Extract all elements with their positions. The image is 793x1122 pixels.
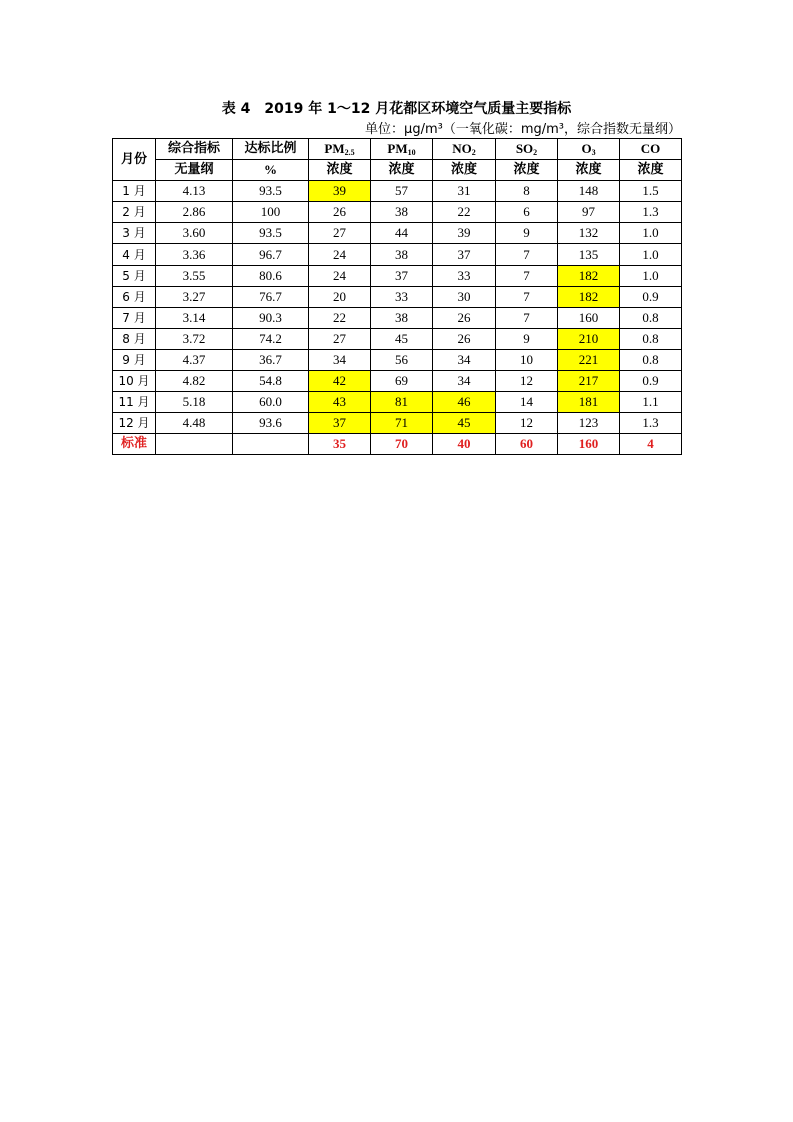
standard-pm10-cell: 70 (371, 434, 433, 455)
index-cell: 4.37 (156, 349, 233, 370)
pm25-cell: 24 (309, 265, 371, 286)
pm25-cell: 20 (309, 286, 371, 307)
no2-cell: 34 (433, 371, 496, 392)
no2-cell: 30 (433, 286, 496, 307)
table-row (113, 202, 682, 223)
no2-conc-header: 浓度 (433, 160, 496, 181)
table-row (113, 371, 682, 392)
no2-cell: 22 (433, 202, 496, 223)
month-cell: 2 月 (113, 202, 156, 223)
standard-o3-cell: 160 (558, 434, 620, 455)
ratio-header: 达标比例 (233, 139, 309, 160)
ratio-cell: 90.3 (233, 307, 309, 328)
so2-cell: 7 (496, 244, 558, 265)
month-cell: 5 月 (113, 265, 156, 286)
o3-cell: 217 (558, 371, 620, 392)
index-cell: 2.86 (156, 202, 233, 223)
standard-ratio-cell (233, 434, 309, 455)
ratio-cell: 93.5 (233, 181, 309, 202)
pm10-cell: 44 (371, 223, 433, 244)
o3-cell: 182 (558, 286, 620, 307)
table-row (113, 392, 682, 413)
co-cell: 0.8 (620, 349, 682, 370)
so2-header: $SO_2$ (496, 139, 558, 160)
pm25-cell: 42 (309, 371, 371, 392)
index-cell: 3.27 (156, 286, 233, 307)
o3-cell: 148 (558, 181, 620, 202)
ratio-cell: 100 (233, 202, 309, 223)
ratio-cell: 76.7 (233, 286, 309, 307)
pm10-cell: 45 (371, 328, 433, 349)
pm10-cell: 57 (371, 181, 433, 202)
month-cell: 7 月 (113, 307, 156, 328)
so2-cell: 12 (496, 371, 558, 392)
so2-cell: 9 (496, 328, 558, 349)
month-cell: 9 月 (113, 349, 156, 370)
table-row (113, 181, 682, 202)
standard-row (113, 434, 682, 455)
standard-index-cell (156, 434, 233, 455)
pm10-conc-header: 浓度 (371, 160, 433, 181)
month-cell: 1 月 (113, 181, 156, 202)
no2-cell: 45 (433, 413, 496, 434)
pm10-cell: 33 (371, 286, 433, 307)
index-cell: 3.60 (156, 223, 233, 244)
no2-cell: 31 (433, 181, 496, 202)
table-row (113, 265, 682, 286)
co-cell: 1.3 (620, 202, 682, 223)
pm25-cell: 22 (309, 307, 371, 328)
so2-cell: 6 (496, 202, 558, 223)
co-conc-header: 浓度 (620, 160, 682, 181)
month-cell: 4 月 (113, 244, 156, 265)
table-body (113, 181, 682, 455)
o3-cell: 221 (558, 349, 620, 370)
table-row (113, 328, 682, 349)
so2-cell: 9 (496, 223, 558, 244)
table-row (113, 223, 682, 244)
so2-cell: 8 (496, 181, 558, 202)
no2-cell: 33 (433, 265, 496, 286)
pm10-cell: 38 (371, 244, 433, 265)
index-cell: 3.14 (156, 307, 233, 328)
header-row-bottom (113, 160, 682, 181)
no2-cell: 46 (433, 392, 496, 413)
ratio-cell: 96.7 (233, 244, 309, 265)
so2-cell: 12 (496, 413, 558, 434)
standard-so2-cell: 60 (496, 434, 558, 455)
so2-cell: 14 (496, 392, 558, 413)
month-header: 月份 (113, 139, 156, 181)
o3-cell: 132 (558, 223, 620, 244)
month-cell: 10 月 (113, 371, 156, 392)
ratio-cell: 93.6 (233, 413, 309, 434)
so2-conc-header: 浓度 (496, 160, 558, 181)
o3-cell: 181 (558, 392, 620, 413)
pm10-cell: 56 (371, 349, 433, 370)
no2-cell: 34 (433, 349, 496, 370)
co-cell: 0.8 (620, 328, 682, 349)
standard-label: 标准 (113, 434, 156, 455)
no2-cell: 26 (433, 328, 496, 349)
pm10-cell: 71 (371, 413, 433, 434)
co-cell: 0.9 (620, 371, 682, 392)
no2-cell: 26 (433, 307, 496, 328)
pm10-cell: 38 (371, 202, 433, 223)
ratio-cell: 93.5 (233, 223, 309, 244)
pm10-header: $PM_{10}$ (371, 139, 433, 160)
month-cell: 6 月 (113, 286, 156, 307)
index-header: 综合指标 (156, 139, 233, 160)
pm10-cell: 81 (371, 392, 433, 413)
so2-cell: 10 (496, 349, 558, 370)
so2-cell: 7 (496, 265, 558, 286)
co-cell: 1.0 (620, 244, 682, 265)
index-unit-header: 无量纲 (156, 160, 233, 181)
month-cell: 12 月 (113, 413, 156, 434)
ratio-cell: 74.2 (233, 328, 309, 349)
pm25-cell: 39 (309, 181, 371, 202)
co-cell: 1.5 (620, 181, 682, 202)
pm25-conc-header: 浓度 (309, 160, 371, 181)
co-cell: 1.3 (620, 413, 682, 434)
index-cell: 3.72 (156, 328, 233, 349)
pm25-cell: 34 (309, 349, 371, 370)
co-header: CO (620, 139, 682, 160)
month-cell: 8 月 (113, 328, 156, 349)
index-cell: 5.18 (156, 392, 233, 413)
month-cell: 3 月 (113, 223, 156, 244)
no2-cell: 39 (433, 223, 496, 244)
index-cell: 4.13 (156, 181, 233, 202)
no2-header: $NO_2$ (433, 139, 496, 160)
pm10-cell: 69 (371, 371, 433, 392)
table-row (113, 286, 682, 307)
standard-co-cell: 4 (620, 434, 682, 455)
ratio-cell: 36.7 (233, 349, 309, 370)
ratio-cell: 60.0 (233, 392, 309, 413)
pm25-cell: 24 (309, 244, 371, 265)
so2-cell: 7 (496, 286, 558, 307)
table-row (113, 413, 682, 434)
pm25-cell: 27 (309, 223, 371, 244)
header-row-top (113, 139, 682, 160)
unit-note: 单位：μg/m³（一氧化碳：mg/m³，综合指数无量纲） (365, 122, 681, 137)
so2-cell: 7 (496, 307, 558, 328)
table-title: 表 4 2019 年 1～12 月花都区环境空气质量主要指标 (221, 101, 572, 117)
air-quality-table (112, 138, 682, 455)
o3-cell: 123 (558, 413, 620, 434)
ratio-cell: 80.6 (233, 265, 309, 286)
o3-cell: 210 (558, 328, 620, 349)
table-row (113, 349, 682, 370)
pm25-cell: 43 (309, 392, 371, 413)
co-cell: 1.0 (620, 265, 682, 286)
index-cell: 3.36 (156, 244, 233, 265)
pm25-cell: 37 (309, 413, 371, 434)
co-cell: 1.1 (620, 392, 682, 413)
no2-cell: 37 (433, 244, 496, 265)
standard-pm25-cell: 35 (309, 434, 371, 455)
co-cell: 1.0 (620, 223, 682, 244)
pm25-cell: 26 (309, 202, 371, 223)
co-cell: 0.9 (620, 286, 682, 307)
standard-no2-cell: 40 (433, 434, 496, 455)
o3-cell: 135 (558, 244, 620, 265)
index-cell: 4.82 (156, 371, 233, 392)
month-cell: 11 月 (113, 392, 156, 413)
table-row (113, 307, 682, 328)
o3-cell: 97 (558, 202, 620, 223)
pm10-cell: 37 (371, 265, 433, 286)
ratio-unit-header: % (233, 160, 309, 181)
o3-header: $O_3$ (558, 139, 620, 160)
o3-cell: 182 (558, 265, 620, 286)
co-cell: 0.8 (620, 307, 682, 328)
pm25-header: $PM_{2.5}$ (309, 139, 371, 160)
index-cell: 3.55 (156, 265, 233, 286)
o3-conc-header: 浓度 (558, 160, 620, 181)
pm10-cell: 38 (371, 307, 433, 328)
index-cell: 4.48 (156, 413, 233, 434)
o3-cell: 160 (558, 307, 620, 328)
pm25-cell: 27 (309, 328, 371, 349)
ratio-cell: 54.8 (233, 371, 309, 392)
table-row (113, 244, 682, 265)
